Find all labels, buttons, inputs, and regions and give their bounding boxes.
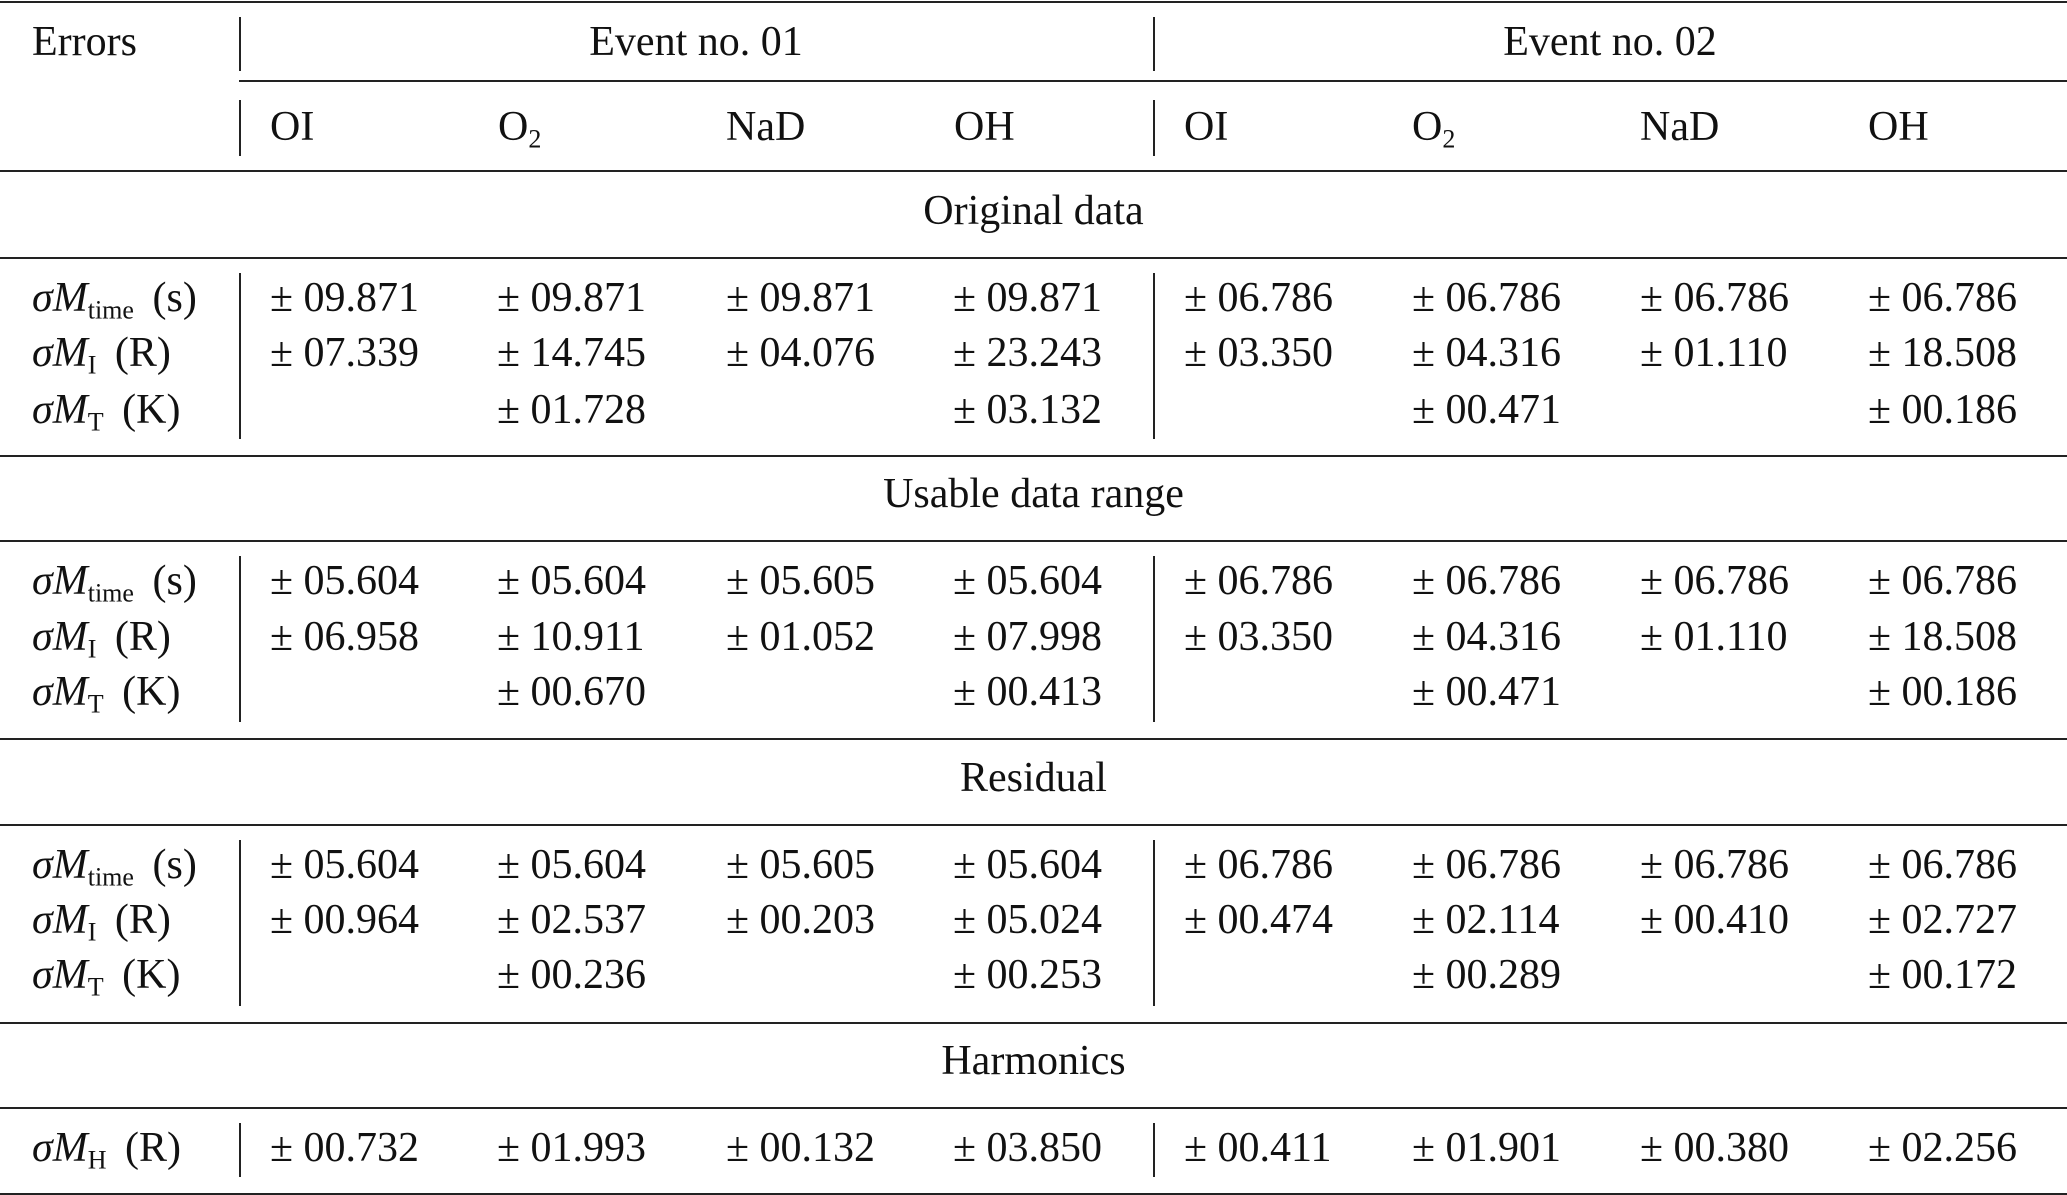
table-cell: ± 01.110 bbox=[1640, 614, 1788, 660]
column-header-subscript: 2 bbox=[528, 124, 542, 154]
errors-header: Errors bbox=[32, 19, 137, 65]
section-top-rule bbox=[0, 257, 2067, 259]
table-cell: ± 03.850 bbox=[953, 1125, 1103, 1171]
column-header-label: NaD bbox=[1640, 104, 1720, 150]
table-cell: ± 02.114 bbox=[1412, 897, 1560, 943]
unit-label: (R) bbox=[104, 614, 171, 660]
table-cell: ± 18.508 bbox=[1868, 330, 2018, 376]
m-subscript: H bbox=[87, 1145, 107, 1175]
column-header-ev2-oi bbox=[1184, 106, 1228, 148]
table-cell: ± 00.132 bbox=[726, 1125, 876, 1171]
m-subscript: I bbox=[87, 917, 97, 947]
table-cell: ± 09.871 bbox=[270, 275, 420, 321]
sigma-m-temperature bbox=[32, 387, 181, 437]
table-cell: ± 02.727 bbox=[1868, 897, 2018, 943]
section-top-rule bbox=[0, 1107, 2067, 1109]
sigma-m-harmonics bbox=[32, 1125, 182, 1175]
column-header-label: OI bbox=[1184, 104, 1229, 150]
table-cell: ± 01.993 bbox=[497, 1125, 647, 1171]
m-symbol: M bbox=[52, 614, 88, 660]
m-subscript: I bbox=[87, 634, 97, 664]
m-symbol: M bbox=[52, 558, 88, 604]
row-divider-mid bbox=[1153, 556, 1155, 722]
event1-title: Event no. 01 bbox=[589, 19, 803, 65]
table-cell: ± 04.316 bbox=[1412, 614, 1562, 660]
sigma-m-intensity bbox=[32, 897, 171, 947]
subheader-divider-mid bbox=[1153, 100, 1155, 156]
m-symbol: M bbox=[52, 842, 88, 888]
section-title: Harmonics bbox=[941, 1038, 1126, 1084]
sigma-m-temperature bbox=[32, 669, 181, 719]
column-header-label: OI bbox=[270, 104, 315, 150]
table-cell: ± 00.186 bbox=[1868, 387, 2018, 433]
m-subscript: T bbox=[87, 972, 104, 1002]
section-title: Residual bbox=[960, 755, 1107, 801]
table-cell: ± 06.786 bbox=[1868, 558, 2018, 604]
sigma-symbol: σ bbox=[32, 897, 53, 943]
sigma-m-intensity bbox=[32, 330, 171, 380]
table-cell: ± 06.786 bbox=[1412, 842, 1562, 888]
sigma-symbol: σ bbox=[32, 330, 53, 376]
section-top-rule bbox=[0, 540, 2067, 542]
unit-label: (K) bbox=[111, 669, 181, 715]
table-cell: ± 00.732 bbox=[270, 1125, 420, 1171]
column-header-label: O bbox=[498, 104, 529, 150]
table-cell: ± 03.350 bbox=[1184, 614, 1334, 660]
table-cell: ± 06.786 bbox=[1640, 558, 1790, 604]
table-cell: ± 10.911 bbox=[497, 614, 645, 660]
table-cell: ± 00.410 bbox=[1640, 897, 1790, 943]
sigma-m-intensity bbox=[32, 614, 171, 664]
table-cell: ± 04.076 bbox=[726, 330, 876, 376]
m-symbol: M bbox=[52, 897, 88, 943]
sigma-symbol: σ bbox=[32, 275, 53, 321]
table-cell: ± 06.958 bbox=[270, 614, 420, 660]
sigma-m-time bbox=[32, 275, 197, 325]
column-header-label: OH bbox=[1868, 104, 1929, 150]
column-header-ev1-nad bbox=[726, 106, 805, 148]
m-symbol: M bbox=[52, 952, 88, 998]
row-divider-mid bbox=[1153, 273, 1155, 439]
table-cell: ± 01.728 bbox=[497, 387, 647, 433]
section-title: Original data bbox=[923, 188, 1144, 234]
column-header-label: OH bbox=[954, 104, 1015, 150]
table-cell: ± 00.172 bbox=[1868, 952, 2018, 998]
sigma-symbol: σ bbox=[32, 952, 53, 998]
column-header-ev2-nad bbox=[1640, 106, 1719, 148]
table-cell: ± 07.339 bbox=[270, 330, 420, 376]
row-divider-left bbox=[239, 1123, 241, 1177]
sigma-symbol: σ bbox=[32, 614, 53, 660]
sigma-symbol: σ bbox=[32, 669, 53, 715]
sigma-m-time bbox=[32, 558, 197, 608]
table-cell: ± 05.604 bbox=[497, 842, 647, 888]
table-cell: ± 03.350 bbox=[1184, 330, 1334, 376]
m-symbol: M bbox=[52, 330, 88, 376]
table-cell: ± 06.786 bbox=[1868, 275, 2018, 321]
table-cell: ± 18.508 bbox=[1868, 614, 2018, 660]
table-cell: ± 05.604 bbox=[270, 842, 420, 888]
sigma-m-temperature bbox=[32, 952, 181, 1002]
m-subscript: T bbox=[87, 407, 104, 437]
table-cell: ± 00.964 bbox=[270, 897, 420, 943]
column-header-ev1-oh bbox=[954, 106, 1015, 148]
unit-label: (K) bbox=[111, 387, 181, 433]
unit-label: (R) bbox=[104, 897, 171, 943]
column-header-ev2-oh bbox=[1868, 106, 1929, 148]
table-cell: ± 00.474 bbox=[1184, 897, 1334, 943]
table-cell: ± 06.786 bbox=[1868, 842, 2018, 888]
column-header-ev1-o bbox=[498, 104, 542, 154]
table-cell: ± 02.537 bbox=[497, 897, 647, 943]
table-cell: ± 07.998 bbox=[953, 614, 1103, 660]
table-cell: ± 05.605 bbox=[726, 842, 876, 888]
m-symbol: M bbox=[52, 669, 88, 715]
column-header-label: O bbox=[1412, 104, 1443, 150]
m-symbol: M bbox=[52, 1125, 88, 1171]
table-cell: ± 01.901 bbox=[1412, 1125, 1562, 1171]
event-underline bbox=[239, 80, 2067, 82]
table-cell: ± 00.289 bbox=[1412, 952, 1562, 998]
column-header-subscript: 2 bbox=[1442, 124, 1456, 154]
table-cell: ± 05.604 bbox=[953, 558, 1103, 604]
table-cell: ± 06.786 bbox=[1640, 842, 1790, 888]
table-cell: ± 05.604 bbox=[497, 558, 647, 604]
row-divider-mid bbox=[1153, 1123, 1155, 1177]
table-cell: ± 00.471 bbox=[1412, 387, 1562, 433]
sigma-symbol: σ bbox=[32, 387, 53, 433]
section-bottom-rule bbox=[0, 738, 2067, 740]
table-cell: ± 00.236 bbox=[497, 952, 647, 998]
unit-label: (R) bbox=[114, 1125, 182, 1171]
m-subscript: I bbox=[87, 350, 97, 380]
m-subscript: time bbox=[87, 578, 134, 608]
m-subscript: time bbox=[87, 295, 134, 325]
table-cell: ± 00.411 bbox=[1184, 1125, 1332, 1171]
table-cell: ± 00.203 bbox=[726, 897, 876, 943]
table-cell: ± 23.243 bbox=[953, 330, 1103, 376]
table-cell: ± 05.604 bbox=[270, 558, 420, 604]
section-bottom-rule bbox=[0, 455, 2067, 457]
row-divider-left bbox=[239, 556, 241, 722]
row-divider-left bbox=[239, 840, 241, 1006]
table-cell: ± 06.786 bbox=[1640, 275, 1790, 321]
header-bottom-rule bbox=[0, 170, 2067, 172]
unit-label: (s) bbox=[142, 558, 197, 604]
table-cell: ± 06.786 bbox=[1412, 558, 1562, 604]
table-cell: ± 00.186 bbox=[1868, 669, 2018, 715]
row-divider-mid bbox=[1153, 840, 1155, 1006]
sigma-symbol: σ bbox=[32, 842, 53, 888]
table-cell: ± 06.786 bbox=[1184, 842, 1334, 888]
table-cell: ± 00.670 bbox=[497, 669, 647, 715]
table-cell: ± 00.380 bbox=[1640, 1125, 1790, 1171]
m-subscript: time bbox=[87, 862, 134, 892]
table-cell: ± 06.786 bbox=[1184, 558, 1334, 604]
table-cell: ± 06.786 bbox=[1412, 275, 1562, 321]
table-cell: ± 06.786 bbox=[1184, 275, 1334, 321]
unit-label: (R) bbox=[104, 330, 171, 376]
section-title: Usable data range bbox=[883, 471, 1184, 517]
unit-label: (s) bbox=[142, 275, 197, 321]
unit-label: (s) bbox=[142, 842, 197, 888]
m-symbol: M bbox=[52, 387, 88, 433]
table-cell: ± 09.871 bbox=[953, 275, 1103, 321]
column-header-ev1-oi bbox=[270, 106, 314, 148]
table-cell: ± 00.413 bbox=[953, 669, 1103, 715]
table-cell: ± 05.024 bbox=[953, 897, 1103, 943]
section-bottom-rule bbox=[0, 1022, 2067, 1024]
table-cell: ± 09.871 bbox=[497, 275, 647, 321]
sigma-symbol: σ bbox=[32, 558, 53, 604]
table-cell: ± 14.745 bbox=[497, 330, 647, 376]
column-header-label: NaD bbox=[726, 104, 806, 150]
column-header-ev2-o bbox=[1412, 104, 1456, 154]
table-cell: ± 02.256 bbox=[1868, 1125, 2018, 1171]
table-cell: ± 01.110 bbox=[1640, 330, 1788, 376]
m-subscript: T bbox=[87, 689, 104, 719]
top-rule bbox=[0, 1, 2067, 3]
event2-title: Event no. 02 bbox=[1503, 19, 1717, 65]
table-cell: ± 05.605 bbox=[726, 558, 876, 604]
m-symbol: M bbox=[52, 275, 88, 321]
table-cell: ± 00.253 bbox=[953, 952, 1103, 998]
subheader-divider-left bbox=[239, 100, 241, 156]
table-cell: ± 04.316 bbox=[1412, 330, 1562, 376]
unit-label: (K) bbox=[111, 952, 181, 998]
sigma-m-time bbox=[32, 842, 197, 892]
table-cell: ± 00.471 bbox=[1412, 669, 1562, 715]
table-cell: ± 03.132 bbox=[953, 387, 1103, 433]
table-cell: ± 09.871 bbox=[726, 275, 876, 321]
table-cell: ± 01.052 bbox=[726, 614, 876, 660]
section-top-rule bbox=[0, 824, 2067, 826]
sigma-symbol: σ bbox=[32, 1125, 53, 1171]
table-cell: ± 05.604 bbox=[953, 842, 1103, 888]
row-divider-left bbox=[239, 273, 241, 439]
